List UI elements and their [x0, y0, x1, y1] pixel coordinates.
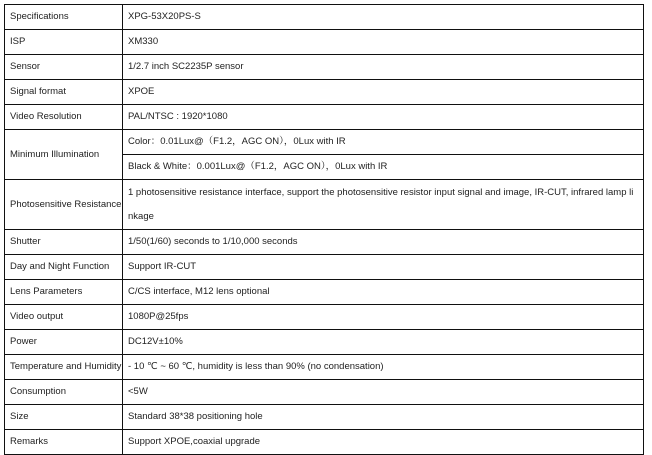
spec-label: Specifications — [5, 5, 123, 30]
spec-label: Day and Night Function — [5, 255, 123, 280]
table-row — [5, 30, 644, 55]
spec-value: Black & White：0.001Lux@（F1.2，AGC ON），0Lux with IR — [123, 155, 644, 180]
table-row — [5, 280, 644, 305]
table-row — [5, 5, 644, 30]
spec-label: Minimum Illumination — [5, 130, 123, 180]
spec-label: Video output — [5, 305, 123, 330]
spec-value: C/CS interface, M12 lens optional — [123, 280, 644, 305]
spec-label: Power — [5, 330, 123, 355]
spec-value: Standard 38*38 positioning hole — [123, 405, 644, 430]
spec-value: Support IR-CUT — [123, 255, 644, 280]
spec-label: Lens Parameters — [5, 280, 123, 305]
table-row — [5, 130, 644, 155]
spec-value: 1080P@25fps — [123, 305, 644, 330]
spec-value: XM330 — [123, 30, 644, 55]
table-row — [5, 180, 644, 230]
spec-value: XPOE — [123, 80, 644, 105]
spec-label: Sensor — [5, 55, 123, 80]
spec-value: 1/2.7 inch SC2235P sensor — [123, 55, 644, 80]
table-row — [5, 80, 644, 105]
spec-value: DC12V±10% — [123, 330, 644, 355]
spec-value: - 10 ℃ ~ 60 ℃, humidity is less than 90% (no condensation) — [123, 355, 644, 380]
table-row — [5, 380, 644, 405]
spec-value: 1 photosensitive resistance interface, support the photosensitive resistor input signal and image, IR-CUT, infrared lamp linkage — [123, 180, 644, 230]
table-row — [5, 55, 644, 80]
spec-label: Signal format — [5, 80, 123, 105]
spec-label: Video Resolution — [5, 105, 123, 130]
spec-value: PAL/NTSC : 1920*1080 — [123, 105, 644, 130]
spec-label: Consumption — [5, 380, 123, 405]
table-row — [5, 330, 644, 355]
table-row — [5, 355, 644, 380]
table-row — [5, 105, 644, 130]
spec-label: Shutter — [5, 230, 123, 255]
spec-value: 1/50(1/60) seconds to 1/10,000 seconds — [123, 230, 644, 255]
table-row — [5, 230, 644, 255]
table-row — [5, 255, 644, 280]
spec-label: ISP — [5, 30, 123, 55]
spec-value: <5W — [123, 380, 644, 405]
spec-label: Remarks — [5, 430, 123, 455]
spec-value: Support XPOE,coaxial upgrade — [123, 430, 644, 455]
spec-label: Photosensitive Resistance — [5, 180, 123, 230]
table-row — [5, 305, 644, 330]
spec-label: Size — [5, 405, 123, 430]
table-row — [5, 405, 644, 430]
specifications-table — [4, 4, 644, 455]
table-row — [5, 430, 644, 455]
spec-label: Temperature and Humidity — [5, 355, 123, 380]
spec-value: XPG-53X20PS-S — [123, 5, 644, 30]
spec-value: Color：0.01Lux@（F1.2，AGC ON），0Lux with IR — [123, 130, 644, 155]
